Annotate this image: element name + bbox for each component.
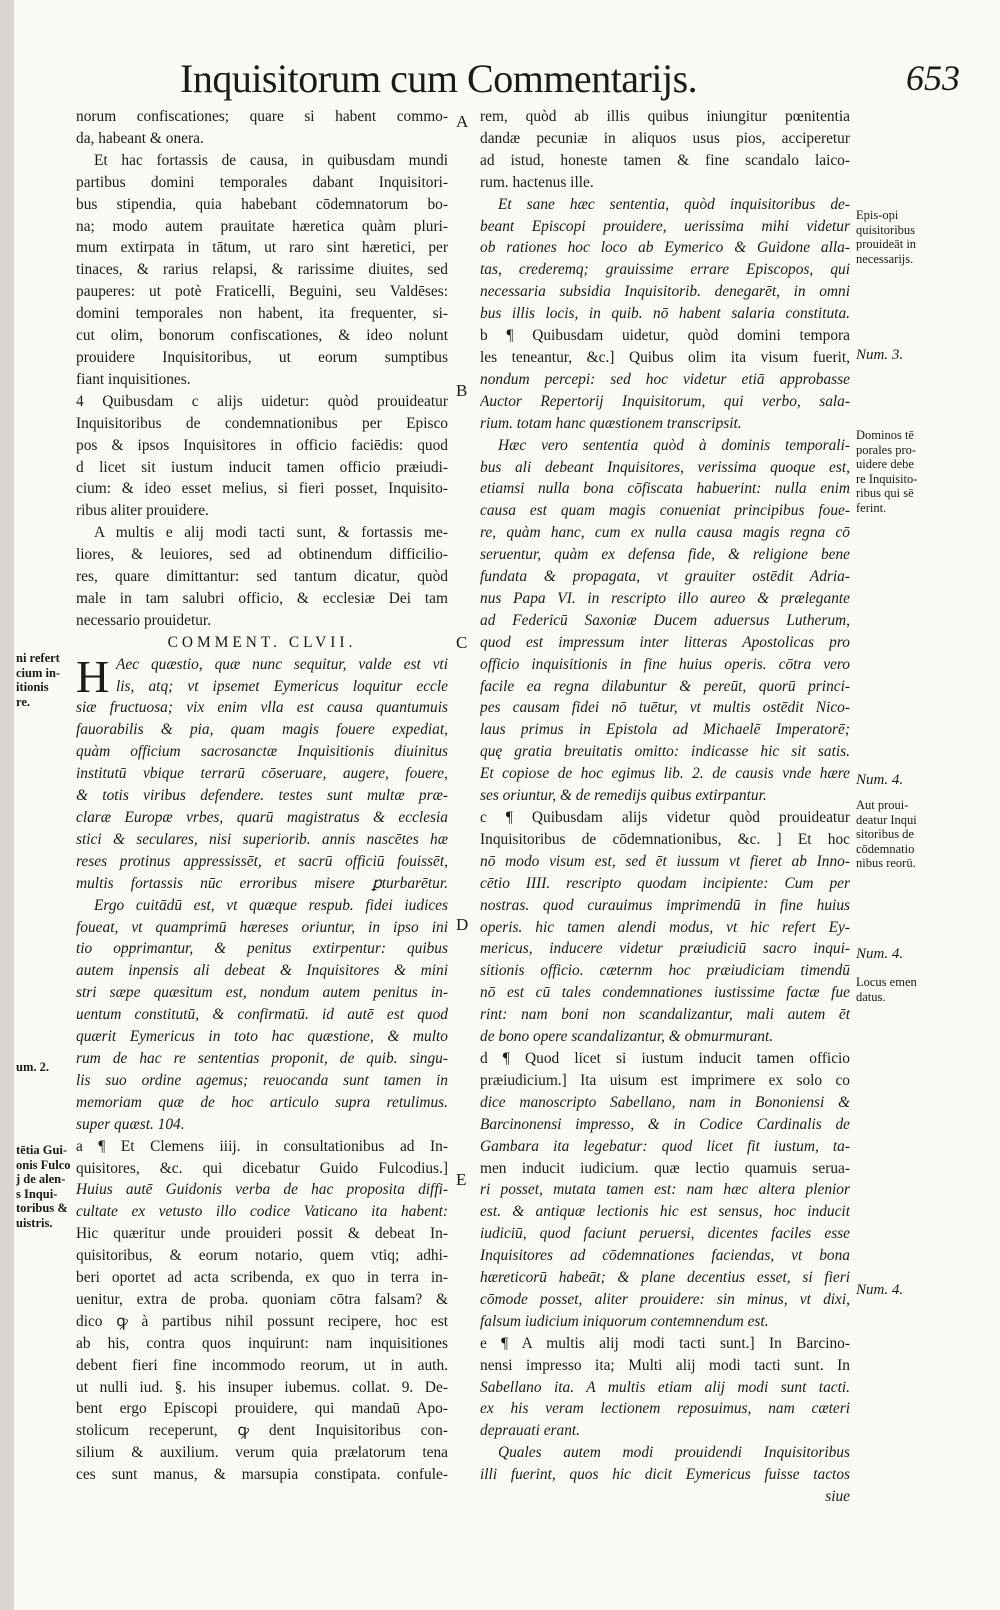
- adjacent-page-edge: [0, 0, 14, 1610]
- section-letter: D: [456, 915, 469, 934]
- margin-note-line: re Inquisito-: [856, 471, 918, 486]
- text-line: Inquisitores ad cōdemnationes faciendas, vt bona: [480, 1247, 850, 1265]
- page-number: 653: [906, 58, 960, 98]
- fragment-line: itionis: [16, 680, 49, 694]
- text-line: foueat, vt quamprimū hæreses oriuntur, in ipso ini: [76, 918, 448, 936]
- text-line: liores, & leuiores, sed ad obtinendum difficilio-: [76, 546, 448, 564]
- text-line: fundata & propagata, vt grauiter ostēdit Adria-: [480, 568, 850, 586]
- margin-note-line: necessarijs.: [856, 251, 914, 266]
- section-letter: B: [456, 381, 468, 400]
- text-line: Auctor Repertorij Inquisitorum, qui verbo, sala-: [480, 392, 850, 410]
- text-line: beant Episcopi prouidere, uerissima mihi videtur: [480, 217, 850, 235]
- text-line: male in tam salubri officio, & ecclesiæ Dei tam: [76, 589, 448, 607]
- fragment-line: um. 2.: [16, 1060, 49, 1074]
- text-line: pes causam fidei nō tuētur, vt multis ostēdit Nico-: [480, 699, 850, 717]
- text-line: ob rationes hoc loco ab Eymerico & Guidone alla-: [480, 239, 850, 257]
- left-margin-fragment: [16, 651, 60, 709]
- text-line: de bono opere scandalizantur, & obmurmurant.: [480, 1028, 774, 1046]
- text-line: est. & antiquæ lectionis hic est sensus, hoc inducit: [480, 1203, 850, 1221]
- text-line: nō est cū tales condemnationes iustissime factæ fue: [480, 984, 850, 1002]
- margin-note-line: porales pro-: [856, 442, 917, 457]
- margin-note: [856, 947, 903, 962]
- section-letter: C: [456, 633, 468, 652]
- text-line: ab his, contra quos inquirunt: nam inquisitiones: [76, 1334, 448, 1352]
- text-line: uenitur, extra de proba. quoniam cōtra falsam? &: [76, 1290, 448, 1308]
- text-line: siue: [825, 1488, 850, 1506]
- text-line: illi fuerint, quos hic dicit Eymericus fuisse tactos: [480, 1466, 850, 1484]
- text-line: fiant inquisitiones.: [76, 370, 191, 388]
- text-line: 4 Quibusdam c alijs uidetur: quòd prouideatur: [76, 392, 448, 410]
- text-line: les teneantur, &c.] Quibus olim ita visum fuerit,: [480, 348, 850, 366]
- text-line: laus primus in Epistola ad Michaelē Imperatorē;: [480, 721, 850, 739]
- text-line: institutū vbique terrarū cōseruare, augere, fouere,: [76, 765, 448, 783]
- text-line: mum extirpata in tātum, ut raro sint hæretici, per: [76, 239, 448, 257]
- text-line: operis. hic tamen alendi modus, vt hic refert Ey-: [480, 918, 850, 936]
- text-line: nostras. quod curauimus imprimendū in fine huius: [480, 896, 850, 914]
- text-line: memoriam quæ de hoc articulo supra retulimus.: [76, 1093, 448, 1111]
- text-line: pauperes: ut potè Fraticelli, Beguini, seu Valdēses:: [76, 283, 448, 301]
- text-line: Et copiose de hoc egimus lib. 2. de causis vnde hære: [480, 765, 850, 783]
- text-line: officio inquisitionis in fine huius operis. cōtra vero: [480, 655, 850, 673]
- text-line: Inquisitoribus de condemnationibus per Episco: [76, 414, 448, 432]
- text-line: dandæ pecuniæ in aliquos usus pios, acciperetur: [480, 129, 850, 147]
- text-line: dice manoscripto Sabellano, nam in Bononiensi &: [480, 1093, 850, 1111]
- text-line: Aec quæstio, quæ nunc sequitur, valde est vti: [116, 655, 448, 673]
- text-line: bent ergo Episcopi prouidere, qui mandaū Apo-: [76, 1400, 448, 1418]
- text-line: cētio IIII. rescripto quodam incipiente: Cum per: [480, 874, 850, 892]
- fragment-line: uistris.: [16, 1215, 53, 1230]
- fragment-line: s Inqui-: [16, 1186, 58, 1201]
- text-line: tinaces, & rarius relapsi, & rarissime diuites, sed: [76, 261, 448, 279]
- text-line: ces sunt manus, & marsupia constipata. confule-: [76, 1466, 448, 1484]
- running-title: Inquisitorum cum Commentarijs.: [180, 56, 698, 101]
- text-line: quàm officium sacrosanctæ Inquisitionis diuinitus: [76, 743, 448, 761]
- text-line: nondum percepi: sed hoc videtur etiā approbasse: [480, 370, 850, 388]
- margin-note: [856, 773, 903, 788]
- fragment-line: tētia Gui-: [16, 1143, 68, 1157]
- text-line: Gambara ita legebatur: quod licet fit iustum, ta-: [480, 1137, 850, 1155]
- text-line: quę gratia breuitatis omitto: indicasse hic sit satis.: [480, 743, 850, 761]
- text-line: seruentur, quàm ex defensa fide, & religione bene: [480, 546, 850, 564]
- margin-note-line: deatur Inqui: [856, 812, 917, 827]
- text-line: deprauati erant.: [480, 1422, 581, 1440]
- text-line: COMMENT. CLVII.: [167, 633, 357, 651]
- text-line: uentum constitutū, & confirmatū. id autē est quod: [76, 1006, 448, 1024]
- text-line: Huius autē Guidonis verba de hac proposita diffi-: [76, 1181, 448, 1199]
- margin-note-line: Locus emen: [856, 975, 917, 989]
- text-line: debent fieri fine incommodo reorum, ut in auth.: [76, 1356, 448, 1374]
- text-line: men inducit iudicium. quæ lectio quamuis serua-: [480, 1159, 850, 1177]
- left-text-column: [76, 106, 448, 1486]
- text-line: Ergo cuitādū est, vt quæque respub. fidei iudices: [94, 896, 448, 914]
- margin-note-line: Aut proui-: [856, 798, 909, 812]
- margin-note: [856, 798, 917, 871]
- drop-cap: H: [76, 650, 110, 702]
- text-line: autem inpensis ali debeat & Inquisitores & mini: [76, 962, 448, 980]
- fragment-line: ni refert: [16, 651, 60, 665]
- text-line: Hæc vero sententia quòd à dominis temporali-: [498, 436, 850, 454]
- text-line: res, quare dimittantur: sed tantum dicatur, quòd: [76, 568, 448, 586]
- text-line: prouidere Inquisitoribus, ut eorum sumptibus: [76, 348, 448, 366]
- text-line: quisitores, &c. qui dicebatur Guido Fulcodius.]: [76, 1159, 448, 1177]
- text-line: rium. totam hanc quæstionem transcripsit.: [480, 414, 742, 432]
- text-line: claræ Europæ vrbes, quarū magistratus & ecclesia: [76, 809, 448, 826]
- text-line: partibus domini temporales dabant Inquisitori-: [76, 173, 448, 191]
- text-line: bus ali debeant Inquisitores, verissima quoque est,: [480, 458, 850, 476]
- fragment-line: onis Fulco: [16, 1157, 71, 1172]
- fragment-line: toribus &: [16, 1201, 68, 1215]
- text-line: rint: nam boni non scandalizantur, mali autem ēt: [480, 1006, 850, 1024]
- left-margin-fragment: [16, 1060, 49, 1075]
- text-line: d licet sit iustum inducit tamen officio præiudi-: [76, 458, 448, 476]
- margin-note-line: quisitoribus: [856, 222, 916, 237]
- text-line: dico ꝙ à partibus nihil possunt recipere, hoc est: [76, 1312, 448, 1330]
- text-line: nō modo visum est, sed ēt iussum vt fieret ab Inno-: [480, 852, 850, 870]
- margin-note-line: prouideāt in: [856, 237, 917, 251]
- text-line: cōmode posset, aliter prouidere: sin minus, vt dixi,: [480, 1290, 850, 1308]
- text-line: sitionis officio. cæternm hoc præiudiciam timendū: [480, 962, 850, 980]
- text-line: A multis e alij modi tacti sunt, & fortassis me-: [94, 524, 448, 542]
- text-line: & totis viribus defendere. testes sunt multæ præ-: [76, 787, 448, 805]
- text-line: a ¶ Et Clemens iiij. in consultationibus ad In-: [76, 1137, 448, 1155]
- text-line: Sabellano ita. A multis etiam alij modi sunt tacti.: [480, 1378, 850, 1396]
- text-line: beri oportet ad acta scribenda, ex quo in terra in-: [76, 1269, 448, 1287]
- text-line: facile ea regna dilabuntur & pereūt, quorū princi-: [480, 677, 850, 695]
- text-line: na; modo autem prauitate hæretica quàm pluri-: [76, 217, 448, 235]
- text-line: norum confiscationes; quare si habent commo-: [76, 108, 448, 125]
- text-line: fauorabilis & pia, quam magis fouere expediat,: [76, 721, 448, 739]
- margin-note: [856, 428, 917, 515]
- text-line: reses protinus appressissēt, et sacrū officiū fouissēt,: [76, 852, 448, 870]
- text-line: bus illis locis, in quib. nō habent salaria constituta.: [480, 305, 850, 323]
- text-line: iudiciū, quod faciunt peruersi, dicentes faciles esse: [480, 1225, 850, 1243]
- text-line: cium: & ideo esset melius, si fieri posset, Inquisito-: [76, 480, 448, 498]
- margin-note-line: Dominos tē: [856, 428, 914, 442]
- text-line: rum de hac re sententias proponit, de quib. singu-: [76, 1049, 448, 1067]
- text-line: stolicum receperunt, ꝙ dent Inquisitoribus con-: [76, 1422, 448, 1440]
- margin-note-line: Num. 3.: [856, 347, 904, 363]
- text-line: bus stipendia, quia habebant cōdemnatorum bo-: [76, 195, 448, 213]
- text-line: pos & ipsos Inquisitores in officio faciēdis: quod: [76, 436, 448, 454]
- text-line: ad istud, honeste tamen & fine scandalo laico-: [480, 151, 850, 169]
- text-line: etiamsi nulla bona cōfiscata habuerint: nulla enim: [480, 480, 850, 498]
- text-line: mericus, inducere videtur præiudiciū sacro inqui-: [480, 940, 850, 958]
- text-line: cultate ex vetusto illo codice Vaticano ita habent:: [76, 1203, 448, 1221]
- margin-note-line: sitoribus de: [856, 827, 914, 841]
- text-line: nus Papa VI. in rescripto illo aureo & prælegante: [480, 589, 850, 607]
- text-line: Et sane hæc sententia, quòd inquisitoribus de-: [498, 195, 850, 213]
- text-line: b ¶ Quibusdam uidetur, quòd domini tempora: [480, 327, 850, 345]
- text-line: lis, atq; vt ipsemet Eymericus loquitur eccle: [116, 677, 448, 695]
- margin-note: [856, 975, 917, 1004]
- text-line: lis suo ordine agemus; reuocanda sunt tamen in: [76, 1071, 448, 1089]
- margin-note-line: uidere debe: [856, 457, 914, 471]
- text-line: super quæst. 104.: [76, 1115, 185, 1133]
- margin-note-line: cōdemnatio: [856, 841, 915, 856]
- fragment-line: cium in-: [16, 665, 61, 680]
- text-line: da, habeant & onera.: [76, 129, 204, 147]
- margin-note-line: Num. 4.: [856, 772, 904, 788]
- text-line: Barcinonensi impresso, & in Codice Cardinalis de: [480, 1115, 850, 1133]
- text-line: tas, crederemq; grauissime errare Episcopos, qui: [480, 261, 850, 279]
- text-line: silium & auxilium. verum quia prælatorum tena: [76, 1444, 448, 1462]
- margin-note-line: Num. 4.: [856, 1282, 904, 1298]
- margin-note-line: ferint.: [856, 500, 887, 515]
- text-line: quisitoribus, & eorum notario, quem vtiq; adhi-: [76, 1247, 448, 1265]
- right-text-column: [480, 106, 850, 1508]
- text-line: rum. hactenus ille.: [480, 173, 594, 191]
- text-line: domini temporales non habent, ita frequenter, si-: [76, 305, 448, 323]
- text-line: rem, quòd ab illis quibus iniungitur pœnitentia: [480, 108, 850, 125]
- text-line: multis fortassis nūc erroribus misere ꝑturbarētur.: [76, 874, 448, 892]
- margin-note: [856, 1283, 903, 1298]
- margin-note-line: ribus qui sē: [856, 486, 914, 500]
- text-line: causa est quam magis conueniat principibus foue-: [480, 502, 850, 520]
- text-line: ad Federicū Saxoniæ Ducem aduersus Lutherum,: [480, 611, 850, 629]
- text-line: stri sæpe quæsitum est, nondum autem penitus in-: [76, 984, 448, 1002]
- text-line: necessaria subsidia Inquisitorib. denegarēt, in omni: [480, 283, 850, 301]
- text-line: nensi impresso ita; Multi alij modi tacti sunt. In: [480, 1356, 850, 1374]
- text-line: ri posset, mutata tamen est: nam hæc altera plenior: [480, 1181, 850, 1199]
- text-line: ex his veram lectionem reposuimus, nam cæteri: [480, 1400, 850, 1418]
- text-line: ribus aliter prouidere.: [76, 502, 209, 520]
- text-line: e ¶ A multis alij modi tacti sunt.] In Barcino-: [480, 1334, 850, 1352]
- text-line: siæ fructuosa; vix enim vlla est causa quantumuis: [76, 699, 448, 717]
- text-line: ses oriuntur, & de remedijs quibus extirpantur.: [480, 787, 767, 805]
- margin-note-line: Num. 4.: [856, 946, 904, 962]
- running-header: [180, 55, 960, 107]
- text-line: quærit Eymericus in toto hac quæstione, & multo: [76, 1028, 448, 1046]
- text-line: stici & seculares, nisi superiorib. annis nascētes hæ: [76, 830, 448, 848]
- text-line: c ¶ Quibusdam alijs videtur quòd prouideatur: [480, 809, 850, 826]
- text-line: cut olim, bonorum confiscationes, & ideo nolunt: [76, 327, 448, 345]
- margin-note-line: nibus reorū.: [856, 856, 916, 870]
- fragment-line: j de alen-: [16, 1172, 66, 1186]
- text-line: falsum iudicium iniquorum contemnendum est.: [480, 1312, 769, 1330]
- margin-note: [856, 208, 916, 266]
- left-margin-fragment: [16, 1143, 71, 1230]
- section-letter: A: [456, 112, 469, 131]
- text-line: d ¶ Quod licet si iustum inducit tamen officio: [480, 1049, 850, 1067]
- margin-note-line: datus.: [856, 989, 886, 1004]
- section-letter: E: [456, 1170, 467, 1189]
- margin-note-line: Epis-opi: [856, 208, 899, 222]
- fragment-line: re.: [16, 694, 30, 709]
- text-line: quod est impressum inter litteras Apostolicas pro: [480, 633, 850, 651]
- text-line: necessario prouidetur.: [76, 611, 212, 629]
- text-line: ut nulli iud. §. his insuper iubemus. collat. 9. De-: [76, 1378, 448, 1396]
- text-line: tio opprimantur, & penitus extirpentur: quibus: [76, 940, 448, 958]
- text-line: re, quàm hanc, cum ex nulla causa magis regna cō: [480, 524, 850, 542]
- text-line: Quales autem modi prouidendi Inquisitoribus: [498, 1444, 850, 1462]
- text-line: Et hac fortassis de causa, in quibusdam mundi: [94, 151, 448, 169]
- text-line: Inquisitoribus de cōdemnationibus, &c. ] Et hoc: [480, 830, 850, 848]
- text-line: hæreticorū habeāt; & plane decentius esset, si fieri: [480, 1269, 850, 1287]
- text-line: præiudicium.] Ita uisum est imprimere ex solo co: [480, 1071, 850, 1089]
- margin-note: [856, 348, 903, 363]
- text-line: Hic quæritur unde prouideri possit & debeat In-: [76, 1225, 448, 1243]
